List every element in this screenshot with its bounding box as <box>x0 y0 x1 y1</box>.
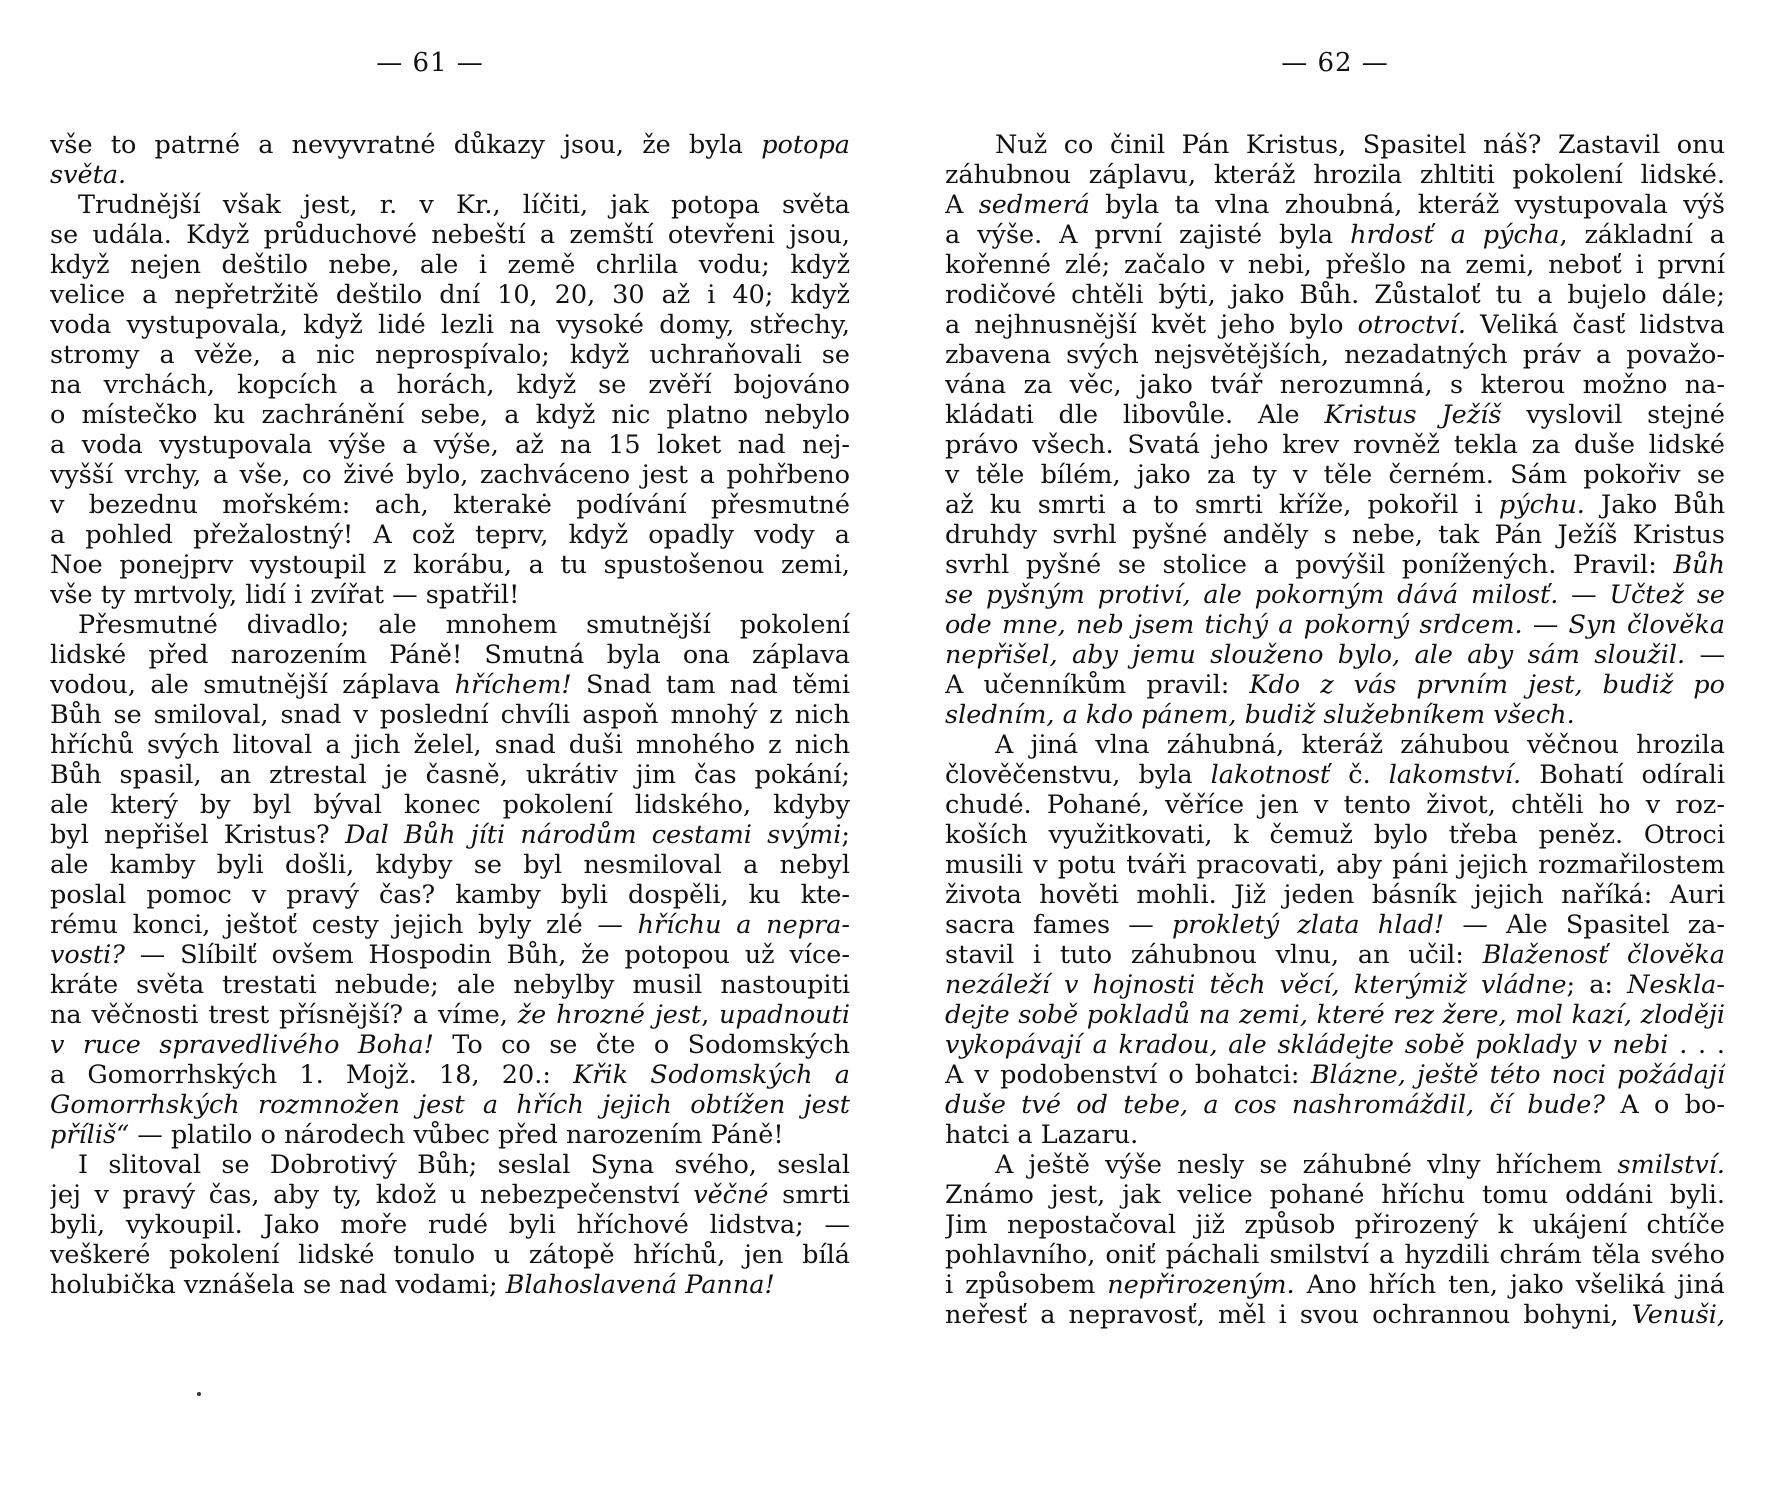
text-line <box>945 250 1725 280</box>
text-line <box>945 310 1725 340</box>
text-segment: ; a: <box>1566 970 1628 1000</box>
text-segment: rému konci, ještoť cesty jejich byly zlé — <box>50 910 638 940</box>
text-segment: — Slíbilť ovšem Hospodin Bůh, že potopou už více- <box>124 940 850 970</box>
text-line <box>50 1150 850 1180</box>
text-segment: neřesť a nepravosť, měl i svou ochrannou bohyni, <box>945 1300 1632 1330</box>
text-segment: se udála. Když průduchové nebeští a zemští otevřeni jsou, <box>50 220 850 250</box>
italic-text: Venuši, <box>1631 1300 1725 1330</box>
italic-text: lakomství. <box>1388 760 1522 790</box>
italic-text: hrdosť a pýcha <box>1350 220 1560 250</box>
text-line <box>50 700 850 730</box>
text-segment: — platilo o národech vůbec před narozením Páně! <box>129 1120 784 1150</box>
text-segment: svrhl pyšné se stolice a povýšil ponížených. Pravil: <box>945 550 1674 580</box>
text-segment: zbavena svých nejsvětějších, nezadatných práv a považo- <box>945 340 1725 370</box>
italic-text: Dal Bůh jíti národům cestami svými <box>344 820 842 850</box>
text-line <box>945 370 1725 400</box>
text-line <box>945 280 1725 310</box>
text-line <box>50 370 850 400</box>
text-segment: A učenníkům pravil: <box>945 670 1250 700</box>
text-line <box>50 820 850 850</box>
text-segment: vše to patrné a nevyvratné důkazy jsou, že byla <box>50 130 762 160</box>
text-line <box>945 520 1725 550</box>
text-line <box>50 850 850 880</box>
italic-text: že hrozné jest <box>517 1000 702 1030</box>
text-segment: poslal pomoc v pravý čas? kamby byli dospěli, ku kte- <box>50 880 850 910</box>
text-segment: a nejhnusnější květ jeho bylo <box>945 310 1358 340</box>
italic-text: Blaženosť člověka <box>1482 940 1725 970</box>
text-line <box>945 760 1725 790</box>
text-line <box>50 1060 850 1090</box>
right-page <box>945 0 1725 1500</box>
text-segment: v bezednu mořském: ach, kterakė podívání přesmutné <box>50 490 850 520</box>
text-segment: kořenné zlé; začalo v nebi, přešlo na zemi, neboť i první <box>945 250 1725 280</box>
text-segment: smrti <box>768 1180 850 1210</box>
text-line <box>945 190 1725 220</box>
text-line <box>50 670 850 700</box>
text-segment: pohlavního, oniť páchali smilství a hyzdili chrám těla svého <box>945 1240 1725 1270</box>
text-line <box>50 1000 850 1030</box>
text-segment: Jako Bůh <box>1584 490 1725 520</box>
text-segment: sacra fames — <box>945 910 1172 940</box>
text-line <box>50 1270 850 1300</box>
text-line <box>50 610 850 640</box>
text-line <box>945 640 1725 670</box>
text-line <box>50 160 850 190</box>
text-line <box>50 1240 850 1270</box>
text-segment: vána za věc, jako tvář nerozumná, s kterou možno na- <box>945 370 1725 400</box>
text-line <box>945 220 1725 250</box>
text-segment: člověčenstvu, byla <box>945 760 1211 790</box>
text-line <box>945 940 1725 970</box>
italic-text: Syn člověka <box>1568 610 1725 640</box>
text-segment: voda vystupovala, když lidé lezli na vysoké domy, střechy, <box>50 310 850 340</box>
italic-text: se pyšným protiví, ale pokorným dává milosť. <box>945 580 1559 610</box>
italic-text: v ruce spravedlivého Boha! <box>50 1030 434 1060</box>
page-number-left: — 61 — <box>376 48 484 78</box>
text-segment: jej v pravý čas, aby ty, kdož u nebezpečenství <box>50 1180 694 1210</box>
italic-text: potopa <box>761 130 850 160</box>
text-segment: A ještě výše nesly se záhubné vlny hříchem <box>995 1150 1618 1180</box>
italic-text: otroctví. <box>1357 310 1466 340</box>
text-segment: a Gomorrhských 1. Mojž. 18, 20.: <box>50 1060 574 1090</box>
text-segment: hříchů svých litoval a jich želel, snad duši mnohého z nich <box>50 730 850 760</box>
text-line <box>50 520 850 550</box>
text-segment: vše ty mrtvoly, lidí i zvířat — spatřil! <box>50 580 520 610</box>
text-segment: až ku smrti a to smrti kříže, pokořil i <box>945 490 1499 520</box>
text-segment: i způsobem <box>945 1270 1108 1300</box>
text-segment: lidské před narozením Páně! Smutná byla ona záplava <box>50 640 850 670</box>
text-line <box>945 1240 1725 1270</box>
text-line <box>50 280 850 310</box>
text-segment: Bohatí odírali <box>1521 760 1725 790</box>
text-segment: na vrchách, kopcích a horách, když se zvěří bojováno <box>50 370 850 400</box>
text-segment: koších využitkovati, k čemuž bylo třeba peněz. Otroci <box>945 820 1725 850</box>
text-segment: I slitoval se Dobrotivý Bůh; seslal Syna svého, seslal <box>78 1150 850 1180</box>
text-segment: byli, vykoupil. Jako moře rudé byli hříchové lidstva; — <box>50 1210 850 1240</box>
text-line <box>945 1180 1725 1210</box>
italic-text: hříchem! <box>454 670 572 700</box>
text-segment: a pohled přežalostný! A což teprv, když opadly vody a <box>50 520 850 550</box>
text-line <box>50 940 850 970</box>
italic-text: nezáleží v hojnosti těch věcí, kterýmiž vládne <box>945 970 1567 1000</box>
text-line <box>50 400 850 430</box>
text-line <box>50 760 850 790</box>
text-line <box>945 970 1725 1000</box>
print-speck <box>197 1392 201 1396</box>
text-line <box>50 790 850 820</box>
text-line <box>945 550 1725 580</box>
text-line <box>50 1180 850 1210</box>
text-segment: Trudnější však jest, r. v Kr., líčiti, jak potopa světa <box>78 190 850 220</box>
text-line <box>50 550 850 580</box>
text-segment: Bůh spasil, an ztrestal je časně, ukrátiv jim čas pokání; <box>50 760 850 790</box>
text-segment: musili v potu tváři pracovati, aby páni jejich rozmařilostem <box>945 850 1725 880</box>
text-segment: ale který by byl býval konec pokolení lidského, kdyby <box>50 790 850 820</box>
text-segment: A <box>945 190 979 220</box>
text-line <box>945 1270 1725 1300</box>
italic-text: prokletý zlata hlad! <box>1171 910 1445 940</box>
text-line <box>945 160 1725 190</box>
italic-text: smilství. <box>1617 1150 1725 1180</box>
text-line <box>50 220 850 250</box>
text-line <box>50 910 850 940</box>
text-segment: kládati dle libovůle. Ale <box>945 400 1325 430</box>
text-segment: Noe ponejprv vystoupil z korábu, a tu spustošenou zemi, <box>50 550 850 580</box>
italic-text: Učtež se <box>1609 580 1725 610</box>
text-segment: Bůh se smiloval, snad v poslední chvíli aspoň mnohý z nich <box>50 700 850 730</box>
text-segment: vodou, ale smutnější záplava <box>50 670 455 700</box>
text-line <box>945 910 1725 940</box>
italic-text: nepřirozeným. <box>1107 1270 1295 1300</box>
italic-text: vosti? <box>50 940 125 970</box>
text-line <box>50 970 850 1000</box>
text-segment: Nuž co činil Pán Kristus, Spasitel náš? Zastavil onu <box>995 130 1725 160</box>
text-line <box>945 730 1725 760</box>
italic-text: sedmerá <box>978 190 1090 220</box>
text-line <box>50 130 850 160</box>
text-segment: byla ta vlna zhoubná, kteráž vystupovala výš <box>1089 190 1725 220</box>
text-segment: Snad tam nad těmi <box>571 670 850 700</box>
text-segment: hatci a Lazaru. <box>945 1120 1139 1150</box>
text-segment: ; <box>841 820 850 850</box>
text-segment: Jim nepostačoval již způsob přirozený k ukájení chtíče <box>945 1210 1725 1240</box>
text-segment: . . . <box>1668 1030 1725 1060</box>
italic-text: Křik Sodomských a <box>573 1060 850 1090</box>
text-segment: holubička vznášela se nad vodami; <box>50 1270 506 1300</box>
text-segment: kráte světa trestati nebude; ale nebylby musil nastoupiti <box>50 970 850 1000</box>
text-line <box>945 1030 1725 1060</box>
text-line <box>945 700 1725 730</box>
text-segment: právo všech. Svatá jeho krev rovněž tekla za duše lidské <box>945 430 1725 460</box>
text-line <box>945 790 1725 820</box>
text-line <box>50 1090 850 1120</box>
text-line <box>50 880 850 910</box>
text-segment: v těle bílém, jako za ty v těle černém. Sám pokořiv se <box>945 460 1725 490</box>
text-line <box>50 1120 850 1150</box>
text-line <box>945 490 1725 520</box>
left-page <box>50 0 850 1500</box>
text-segment: rodičové chtěli býti, jako Bůh. Zůstaloť tu a bujelo dále; <box>945 280 1725 310</box>
text-segment: — Ale Spasitel za- <box>1444 910 1725 940</box>
italic-text: pýchu. <box>1498 490 1585 520</box>
text-segment: A v podobenství o bohatci: <box>945 1060 1311 1090</box>
italic-text: příliš“ <box>50 1120 130 1150</box>
text-line <box>945 580 1725 610</box>
text-line <box>945 1120 1725 1150</box>
text-line <box>50 190 850 220</box>
italic-text: Blahoslavená Panna! <box>505 1270 775 1300</box>
text-line <box>50 490 850 520</box>
text-line <box>50 460 850 490</box>
text-line <box>945 1090 1725 1120</box>
text-segment: vyšší vrchy, a vše, co živé bylo, zachváceno jest a pohřbeno <box>50 460 850 490</box>
text-segment: stavil i tuto záhubnou vlnu, an učil: <box>945 940 1483 970</box>
italic-text: nepřišel, aby jemu slouženo bylo, ale aby sám sloužil. <box>945 640 1686 670</box>
text-segment: Známo jest, jak velice pohané hříchu tomu oddáni byli. <box>945 1180 1725 1210</box>
text-segment: a výše. A první zajisté byla <box>945 220 1351 250</box>
text-segment: Veliká časť lidstva <box>1465 310 1725 340</box>
italic-text: upadnouti <box>719 1000 850 1030</box>
text-segment: záhubnou záplavu, kteráž hrozila zhltiti pokolení lidské. <box>945 160 1725 190</box>
text-line <box>50 580 850 610</box>
text-segment: chudé. Pohané, věříce jen v tento život, chtěli ho v roz- <box>945 790 1725 820</box>
italic-text: lakotnosť <box>1210 760 1331 790</box>
page-number-right: — 62 — <box>1281 48 1389 78</box>
text-segment: č. <box>1330 760 1389 790</box>
italic-text: věčné <box>693 1180 769 1210</box>
text-line <box>945 1150 1725 1180</box>
italic-text: Kristus Ježíš <box>1324 400 1502 430</box>
italic-text: světa. <box>50 160 127 190</box>
text-segment: vyslovil stejné <box>1501 400 1725 430</box>
text-line <box>945 1060 1725 1090</box>
text-line <box>945 1000 1725 1030</box>
text-line <box>50 340 850 370</box>
italic-text: vykopávají a kradou, ale skládejte sobě poklady v nebi <box>945 1030 1669 1060</box>
text-segment: života hověti mohli. Již jeden básník jejich naříká: Auri <box>945 880 1725 910</box>
text-line <box>945 1300 1725 1330</box>
text-line <box>945 340 1725 370</box>
text-line <box>50 1030 850 1060</box>
text-line <box>50 310 850 340</box>
text-segment: druhdy svrhl pyšné anděly s nebe, tak Pán Ježíš Kristus <box>945 520 1725 550</box>
text-line <box>945 1210 1725 1240</box>
text-segment: A jiná vlna záhubná, kteráž záhubou věčnou hrozila <box>995 730 1725 760</box>
italic-text: dejte sobě pokladů na zemi, které rez žere, mol kazí, zloději <box>945 1000 1725 1030</box>
text-segment: — <box>1558 580 1610 610</box>
text-segment: , základní a <box>1559 220 1725 250</box>
italic-text: sledním, a kdo pánem, budiž služebníkem všech. <box>945 700 1575 730</box>
text-segment: a voda vystupovala výše a výše, až na 15 loket nad nej- <box>50 430 850 460</box>
text-line <box>50 250 850 280</box>
text-line <box>945 880 1725 910</box>
text-line <box>945 460 1725 490</box>
italic-text: Gomorrhských rozmnožen jest a hřích jejich obtížen jest <box>50 1090 850 1120</box>
text-segment: — <box>1522 610 1569 640</box>
italic-text: Blázne, ještě této noci požádají <box>1310 1060 1725 1090</box>
left-page-text <box>50 130 850 1300</box>
italic-text: ode mne, neb jsem tichý a pokorný srdcem. <box>945 610 1523 640</box>
text-line <box>50 640 850 670</box>
text-segment: když nejen deštilo nebe, ale i země chrlila vodu; když <box>50 250 850 280</box>
text-line <box>945 670 1725 700</box>
text-segment: stromy a věže, a nic neprospívalo; když uchraňovali se <box>50 340 850 370</box>
text-segment: na věčnosti trest přísnější? a víme, <box>50 1000 518 1030</box>
text-segment: , <box>701 1000 720 1030</box>
text-segment: To co se čte o Sodomských <box>433 1030 850 1060</box>
text-segment: Přesmutné divadlo; ale mnohem smutnější pokolení <box>78 610 850 640</box>
text-segment: — <box>1685 640 1725 670</box>
italic-text: hříchu a nepra- <box>637 910 850 940</box>
text-line <box>50 1210 850 1240</box>
text-segment: ale kamby byli došli, kdyby se byl nesmiloval a nebyl <box>50 850 850 880</box>
text-line <box>945 820 1725 850</box>
text-segment: velice a nepřetržitě deštilo dní 10, 20, 30 až i 40; když <box>50 280 850 310</box>
italic-text: Kdo z vás prvním jest, budiž po <box>1249 670 1725 700</box>
text-line <box>945 130 1725 160</box>
text-line <box>50 430 850 460</box>
text-line <box>945 850 1725 880</box>
text-segment: byl nepřišel Kristus? <box>50 820 345 850</box>
text-line <box>945 610 1725 640</box>
text-segment: Ano hřích ten, jako všeliká jiná <box>1294 1270 1725 1300</box>
italic-text: Neskla- <box>1627 970 1725 1000</box>
text-segment: A o bo- <box>1605 1090 1725 1120</box>
italic-text: Bůh <box>1673 550 1725 580</box>
text-line <box>945 430 1725 460</box>
text-segment: veškeré pokolení lidské tonulo u zátopě hříchů, jen bílá <box>50 1240 850 1270</box>
right-page-text <box>945 130 1725 1330</box>
text-line <box>50 730 850 760</box>
italic-text: duše tvé od tebe, a cos nashromáždil, čí bude? <box>945 1090 1606 1120</box>
text-line <box>945 400 1725 430</box>
text-segment: o místečko ku zachránění sebe, a když nic platno nebylo <box>50 400 850 430</box>
